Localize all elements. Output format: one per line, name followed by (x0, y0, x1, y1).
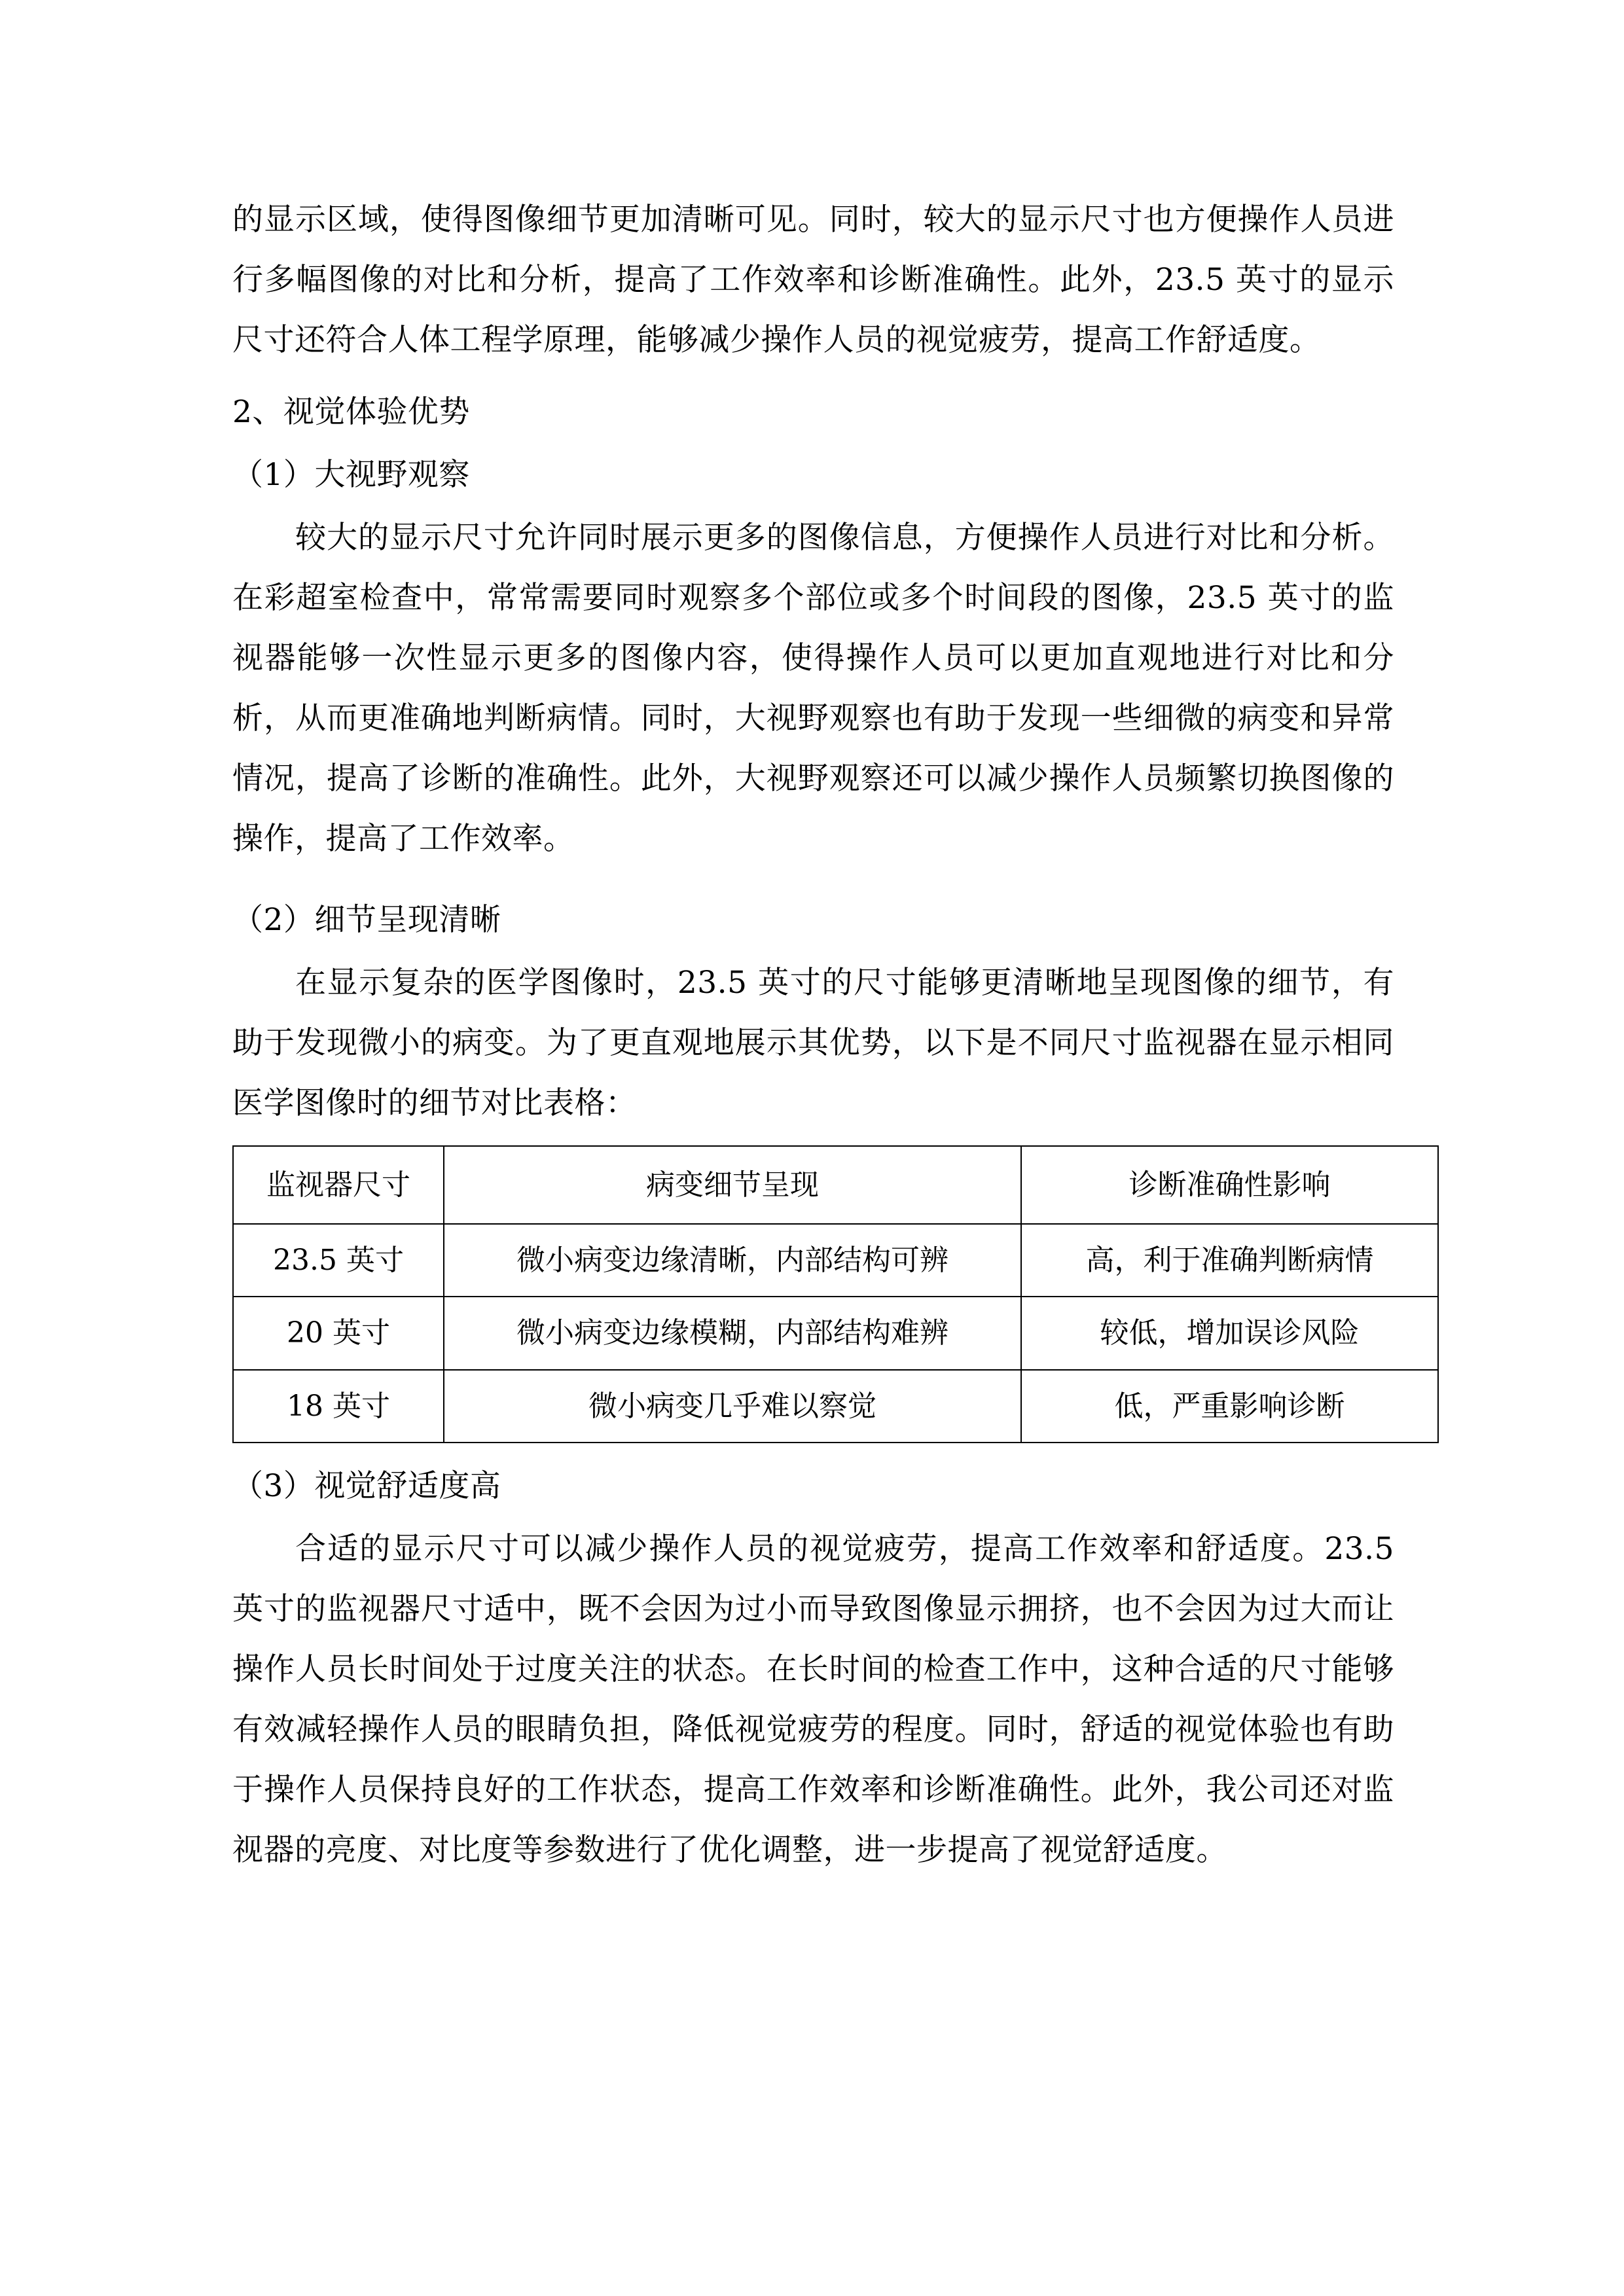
table-body (233, 1146, 1438, 1443)
heading-section-2: 2、视觉体验优势 (232, 394, 470, 430)
table-header-diagnosis-impact: 诊断准确性影响 (1021, 1146, 1438, 1224)
detail-comparison-table (232, 1145, 1439, 1443)
paragraph-subsection-2-body: 在显示复杂的医学图像时，23.5 英寸的尺寸能够更清晰地呈现图像的细节，有助于发现微小的病变。为了更直观地展示其优势，以下是不同尺寸监视器在显示相同医学图像时的细节对比表格： (232, 965, 1394, 1121)
table-header-monitor-size: 监视器尺寸 (233, 1146, 444, 1224)
paragraph-continued-top: 的显示区域，使得图像细节更加清晰可见。同时，较大的显示尺寸也方便操作人员进行多幅图像的对比和分析，提高了工作效率和诊断准确性。此外，23.5 英寸的显示尺寸还符合人体工程学原理，能够减少操作人员的视觉疲劳，提高工作舒适度。 (232, 202, 1394, 358)
table-row (233, 1370, 1438, 1443)
table-cell-size: 18 英寸 (233, 1370, 444, 1443)
table-header-row (233, 1146, 1438, 1224)
table-cell-size: 20 英寸 (233, 1297, 444, 1369)
document-body (232, 190, 1394, 1880)
paragraph-spacer (232, 873, 1394, 890)
table-cell-impact: 较低，增加误诊风险 (1021, 1297, 1438, 1369)
heading-subsection-3: （3）视觉舒适度高 (232, 1467, 501, 1504)
heading-subsection-1: （1）大视野观察 (232, 457, 470, 493)
paragraph-spacer (232, 374, 1394, 382)
paragraph-subsection-3-body: 合适的显示尺寸可以减少操作人员的视觉疲劳，提高工作效率和舒适度。23.5 英寸的监视器尺寸适中，既不会因为过小而导致图像显示拥挤，也不会因为过大而让操作人员长时间处于过度关注的状态。在长时间的检查工作中，这种合适的尺寸能够有效减轻操作人员的眼睛负担，降低视觉疲劳的程度。同时，舒适的视觉体验也有助于操作人员保持良好的工作状态，提高工作效率和诊断准确性。此外，我公司还对监视器的亮度、对比度等参数进行了优化调整，进一步提高了视觉舒适度。 (232, 1530, 1394, 1868)
heading-subsection-2: （2）细节呈现清晰 (232, 902, 501, 938)
table-cell-impact: 低，严重影响诊断 (1021, 1370, 1438, 1443)
table-cell-size: 23.5 英寸 (233, 1224, 444, 1297)
table-cell-detail: 微小病变边缘清晰，内部结构可辨 (444, 1224, 1021, 1297)
table-row (233, 1297, 1438, 1369)
table-cell-detail: 微小病变边缘模糊，内部结构难辨 (444, 1297, 1021, 1369)
paragraph-subsection-1-body: 较大的显示尺寸允许同时展示更多的图像信息，方便操作人员进行对比和分析。在彩超室检查中，常常需要同时观察多个部位或多个时间段的图像，23.5 英寸的监视器能够一次性显示更多的图像内容，使得操作人员可以更加直观地进行对比和分析，从而更准确地判断病情。同时，大视野观察也有助于发现一些细微的病变和异常情况，提高了诊断的准确性。此外，大视野观察还可以减少操作人员频繁切换图像的操作，提高了工作效率。 (232, 520, 1394, 857)
table-header-lesion-detail: 病变细节呈现 (444, 1146, 1021, 1224)
table-cell-detail: 微小病变几乎难以察觉 (444, 1370, 1021, 1443)
table-row (233, 1224, 1438, 1297)
table-cell-impact: 高，利于准确判断病情 (1021, 1224, 1438, 1297)
